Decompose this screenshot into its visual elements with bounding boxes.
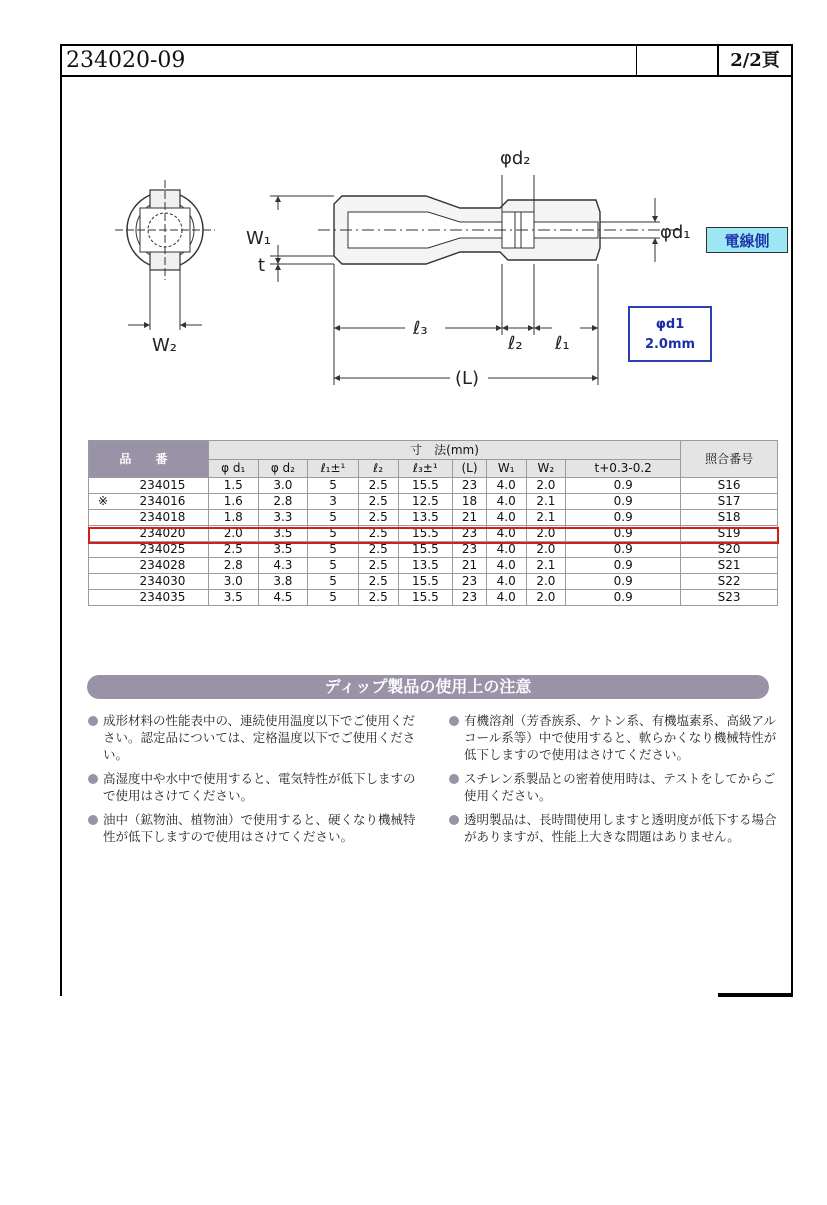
value-cell: 1.8 [208,510,258,526]
value-cell: 1.5 [208,478,258,494]
value-cell: 23 [453,574,487,590]
value-cell: 15.5 [398,478,453,494]
part-number-cell: 234015 [117,478,208,494]
label-t: t [258,255,266,276]
value-cell: 18 [453,494,487,510]
value-cell: 5 [308,542,359,558]
column-header: W₁ [486,460,526,478]
value-cell: 4.0 [486,574,526,590]
value-cell: 2.5 [208,542,258,558]
reference-header: 照合番号 [681,441,778,478]
value-cell: 4.0 [486,510,526,526]
value-cell: 2.1 [526,510,566,526]
end-view [115,180,215,330]
value-cell: 15.5 [398,574,453,590]
note-item: 成形材料の性能表中の、連続使用温度以下でご使用ください。認定品については、定格温度以下でご使用ください。 [88,712,418,763]
value-cell: 2.5 [358,542,398,558]
value-cell: 2.5 [358,478,398,494]
reference-cell: S23 [681,590,778,606]
value-cell: 3.5 [208,590,258,606]
reference-cell: S18 [681,510,778,526]
page-number: 2/2頁 [730,50,780,71]
caution-notes-right [449,712,779,852]
reference-cell: S22 [681,574,778,590]
column-header: W₂ [526,460,566,478]
value-cell: 2.0 [526,526,566,542]
label-L: (L) [455,368,480,389]
part-number-cell: 234025 [117,542,208,558]
value-cell: 3 [308,494,359,510]
value-cell: 4.0 [486,542,526,558]
value-cell: 2.5 [358,510,398,526]
column-header: ℓ₃±¹ [398,460,453,478]
value-cell: 2.1 [526,494,566,510]
value-cell: 3.0 [208,574,258,590]
part-number-cell: 234030 [117,574,208,590]
value-cell: 15.5 [398,590,453,606]
value-cell: 2.0 [208,526,258,542]
value-cell: 15.5 [398,526,453,542]
value-cell: 0.9 [566,510,681,526]
caution-title: ディップ製品の使用上の注意 [87,675,769,699]
table-row [89,574,778,590]
value-cell: 4.3 [258,558,308,574]
value-cell: 23 [453,526,487,542]
reference-cell: S17 [681,494,778,510]
label-w2: W₂ [152,335,178,356]
value-cell: 5 [308,574,359,590]
part-number-cell: 234028 [117,558,208,574]
column-header: ℓ₂ [358,460,398,478]
label-l3: ℓ₃ [413,318,428,339]
value-cell: 1.6 [208,494,258,510]
value-cell: 0.9 [566,526,681,542]
note-item: スチレン系製品との密着使用時は、テストをしてからご使用ください。 [449,770,779,804]
value-cell: 4.0 [486,526,526,542]
value-cell: 2.5 [358,558,398,574]
value-cell: 4.0 [486,494,526,510]
dimensions-header: 寸 法(mm) [208,441,680,460]
label-w1: W₁ [246,228,272,249]
value-cell: 21 [453,510,487,526]
value-cell: 5 [308,510,359,526]
part-code: 234020-09 [62,46,637,75]
row-mark: ※ [89,494,118,510]
value-cell: 2.0 [526,590,566,606]
value-cell: 0.9 [566,542,681,558]
value-cell: 5 [308,590,359,606]
value-cell: 3.0 [258,478,308,494]
column-header: φ d₁ [208,460,258,478]
caution-notes-left [88,712,418,852]
spec-box [628,306,712,362]
value-cell: 23 [453,542,487,558]
value-cell: 2.0 [526,478,566,494]
spec-line-2: 2.0mm [644,337,696,352]
value-cell: 3.5 [258,526,308,542]
table-row [89,494,778,510]
note-item: 油中（鉱物油、植物油）で使用すると、硬くなり機械特性が低下しますので使用はさけてください。 [88,811,418,845]
value-cell: 3.5 [258,542,308,558]
row-mark [89,590,118,606]
value-cell: 3.3 [258,510,308,526]
note-item: 有機溶剤（芳香族系、ケトン系、有機塩素系、高級アルコール系等）中で使用すると、軟らかくなり機械特性が低下しますので使用はさけてください。 [449,712,779,763]
value-cell: 4.0 [486,478,526,494]
table-row [89,478,778,494]
value-cell: 4.5 [258,590,308,606]
table-row [89,558,778,574]
row-mark [89,510,118,526]
value-cell: 0.9 [566,494,681,510]
value-cell: 5 [308,478,359,494]
column-header: (L) [453,460,487,478]
label-phi-d1: φd₁ [660,222,691,243]
bottom-bar [718,993,793,997]
table-row [89,590,778,606]
value-cell: 12.5 [398,494,453,510]
note-item: 透明製品は、長時間使用しますと透明度が低下する場合がありますが、性能上大きな問題はありません。 [449,811,779,845]
dimension-table [88,440,778,606]
value-cell: 2.5 [358,590,398,606]
part-number-header: 品 番 [89,441,209,478]
column-header: ℓ₁±¹ [308,460,359,478]
value-cell: 2.5 [358,574,398,590]
value-cell: 2.0 [526,542,566,558]
value-cell: 0.9 [566,558,681,574]
reference-cell: S20 [681,542,778,558]
value-cell: 15.5 [398,542,453,558]
part-number-cell: 234035 [117,590,208,606]
value-cell: 0.9 [566,478,681,494]
value-cell: 13.5 [398,510,453,526]
value-cell: 2.8 [258,494,308,510]
reference-cell: S21 [681,558,778,574]
label-l2: ℓ₂ [508,333,523,354]
note-item: 高湿度中や水中で使用すると、電気特性が低下しますので使用はさけてください。 [88,770,418,804]
label-l1: ℓ₁ [555,333,570,354]
value-cell: 3.8 [258,574,308,590]
value-cell: 2.0 [526,574,566,590]
reference-cell: S16 [681,478,778,494]
value-cell: 13.5 [398,558,453,574]
value-cell: 23 [453,478,487,494]
label-phi-d2: φd₂ [500,148,531,169]
reference-cell: S19 [681,526,778,542]
value-cell: 4.0 [486,558,526,574]
selected-row-highlight [88,527,779,544]
part-number-cell: 234016 [117,494,208,510]
column-header: φ d₂ [258,460,308,478]
row-mark [89,574,118,590]
part-number-cell: 234018 [117,510,208,526]
value-cell: 2.5 [358,494,398,510]
value-cell: 2.1 [526,558,566,574]
wire-side-label: 電線側 [706,227,788,253]
row-mark [89,558,118,574]
spec-line-1: φd1 [655,317,685,332]
value-cell: 23 [453,590,487,606]
value-cell: 0.9 [566,574,681,590]
value-cell: 5 [308,558,359,574]
value-cell: 2.8 [208,558,258,574]
value-cell: 2.5 [358,526,398,542]
side-view [318,196,680,264]
value-cell: 4.0 [486,590,526,606]
row-mark [89,478,118,494]
part-number-cell: 234020 [117,526,208,542]
value-cell: 0.9 [566,590,681,606]
value-cell: 5 [308,526,359,542]
column-header: t+0.3-0.2 [566,460,681,478]
table-row [89,510,778,526]
value-cell: 21 [453,558,487,574]
